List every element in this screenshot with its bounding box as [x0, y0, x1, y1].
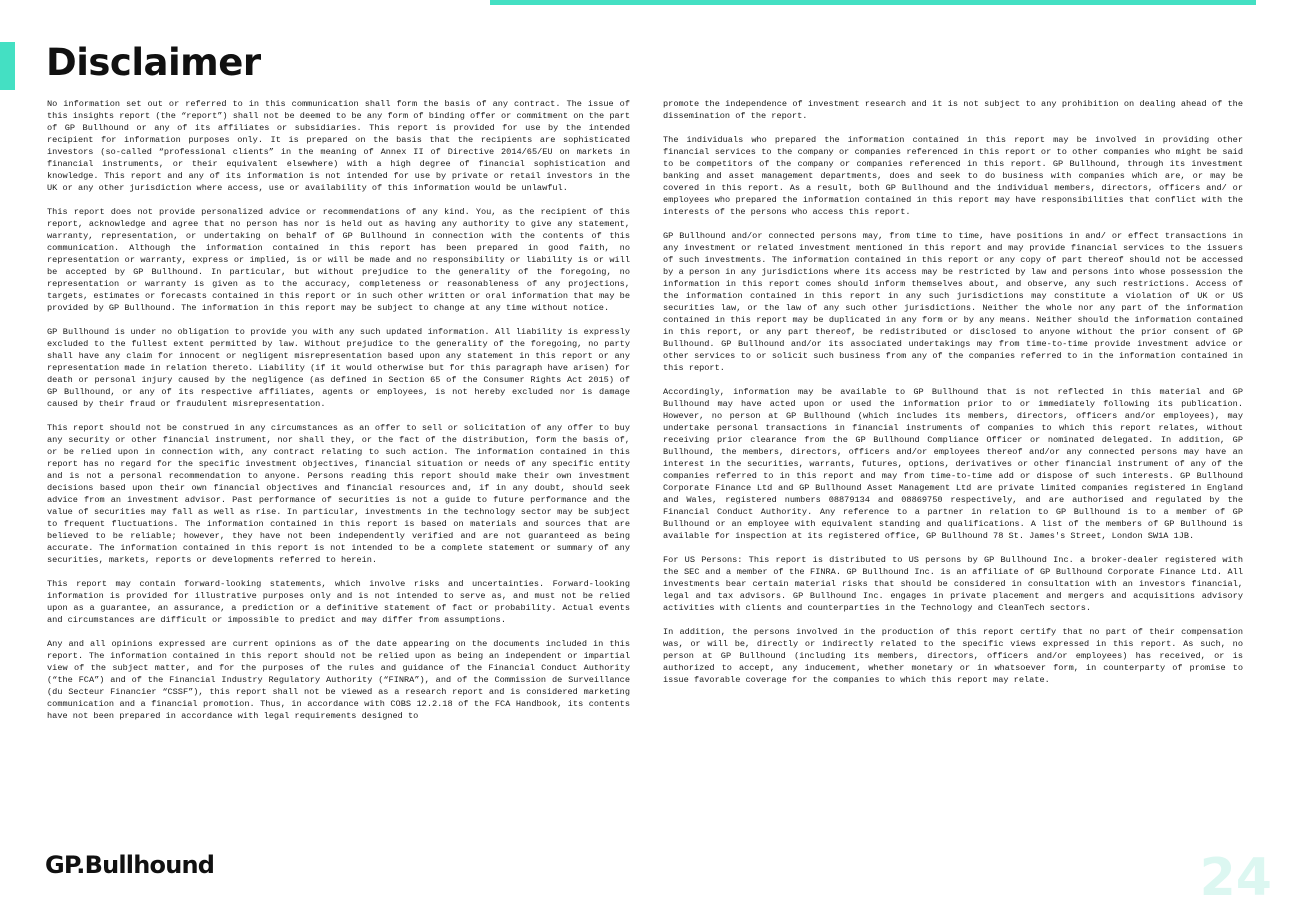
company-logo: GP.Bullhound	[45, 851, 215, 879]
disclaimer-column-left	[47, 98, 630, 734]
paragraph: This report should not be construed in any circumstances as an offer to sell or solicitation of any offer to buy any security or other financial instrument, nor shall they, or the fact of the distribution, form the basis of, or be relied upon in connection with, any contract relating to such action. The information contained in this report has no regard for the specific investment objectives, financial situation or needs of any specific entity and is not a personal recommendation to anyone. Persons reading this report should make their own investment decisions based upon their own financial objectives and financial resources and, if in any doubt, should seek advice from an investment advisor. Past performance of securities is not a guide to future performance and the value of securities may fall as well as rise. In particular, investments in the technology sector may be subject to frequent fluctuations. The information contained in this report is based on materials and sources that are believed to be reliable; however, they have not been independently verified and are not guaranteed as being accurate. The information contained in this report is not intended to be a complete statement or summary of any securities, markets, reports or developments referred to herein.	[47, 423, 630, 565]
disclaimer-column-right	[663, 98, 1243, 698]
paragraph: GP Bullhound is under no obligation to provide you with any such updated information. All liability is expressly excluded to the fullest extent permitted by law. Without prejudice to the generality of the foregoing, no party shall have any claim for innocent or negligent misrepresentation based upon any statement in this report or any representation made in relation thereto. Liability (if it would otherwise but for this paragraph have arisen) for death or personal injury caused by the negligence (as defined in Section 65 of the Consumer Rights Act 2015) of GP Bullhound, or any of its respective affiliates, agents or employees, is not hereby excluded nor is damage caused by their fraud or fraudulent misrepresentation.	[47, 327, 630, 409]
paragraph: In addition, the persons involved in the production of this report certify that no part of their compensation was, or will be, directly or indirectly related to the specific views expressed in this report. As such, no person at GP Bullhound (including its members, directors, officers and/or employees) has received, or is authorized to accept, any inducement, whether monetary or in whatsoever form, in counterparty of promise to issue favorable coverage for the companies to which this report may relate.	[663, 627, 1243, 685]
paragraph: GP Bullhound and/or connected persons may, from time to time, have positions in and/ or effect transactions in any investment or related investment mentioned in this report and may provide financial services to the issuers of such investments. The information contained in this report or any copy of part thereof should not be accessed by a person in any jurisdictions where its access may be restricted by law and persons into whose possession the information in this report comes should inform themselves about, and observe, any such restrictions. Access of the information contained in this report in any such jurisdictions may constitute a violation of UK or US securities law, or the law of any such other jurisdictions. Neither the whole nor any part of the information contained in this report may be duplicated in any form or by any means. Neither should the information contained in this report, or any part thereof, be redistributed or disclosed to anyone without the prior consent of GP Bullhound. GP Bullhound and/or its associated undertakings may from time-to-time provide investment advice or other services to or solicit such business from any of the companies referred to in the information contained in this report.	[663, 231, 1243, 373]
top-accent-bar	[490, 0, 1256, 5]
paragraph: promote the independence of investment research and it is not subject to any prohibition on dealing ahead of the dissemination of the report.	[663, 99, 1243, 121]
paragraph: Any and all opinions expressed are current opinions as of the date appearing on the documents included in this report. The information contained in this report should not be relied upon as being an independent or impartial view of the subject matter, and for the purposes of the rules and guidance of the Financial Conduct Authority (“the FCA”) and of the Financial Industry Regulatory Authority (“FINRA”), and of the Commission de Surveillance (du Secteur Financier “CSSF”), this report shall not be viewed as a research report and is considered marketing communication and a financial promotion. Thus, in accordance with COBS 12.2.18 of the FCA Handbook, its contents have not been prepared in accordance with legal requirements designed to	[47, 639, 630, 721]
paragraph: For US Persons: This report is distributed to US persons by GP Bullhound Inc. a broker-dealer registered with the SEC and a member of the FINRA. GP Bullhound Inc. is an affiliate of GP Bullhound Corporate Finance Ltd. All investments bear certain material risks that should be considered in consultation with an investors financial, legal and tax advisors. GP Bullhound Inc. engages in private placement and mergers and acquisitions advisory activities with clients and counterparties in the Technology and CleanTech sectors.	[663, 555, 1243, 613]
paragraph: This report may contain forward-looking statements, which involve risks and uncertainties. Forward-looking information is provided for illustrative purposes only and is not intended to serve as, and must not be relied upon as a guarantee, an assurance, a prediction or a definitive statement of fact or probability. Actual events and circumstances are difficult or impossible to predict and may differ from assumptions.	[47, 579, 630, 625]
paragraph: Accordingly, information may be available to GP Bullhound that is not reflected in this material and GP Bullhound may have acted upon or used the information prior to or immediately following its publication. However, no person at GP Bullhound (which includes its members, directors, officers and/or employees), may undertake personal transactions in financial instruments of companies to which this report relates, without receiving prior clearance from the GP Bullhound Compliance Officer or nominated delegated. In addition, GP Bullhound, the members, directors, officers and/or employees thereof and/or any connected persons may have an interest in the securities, warrants, futures, options, derivatives or other financial instrument of any of the companies referred to in this report and may from time-to-time add or dispose of such interests. GP Bullhound Corporate Finance Ltd and GP Bullhound Asset Management Ltd are private limited companies registered in England and Wales, registered numbers 08879134 and 08869750 respectively, and are authorised and regulated by the Financial Conduct Authority. Any reference to a partner in relation to GP Bullhound is to a member of GP Bullhound or an employee with equivalent standing and qualifications. A list of the members of GP Bullhound is available for inspection at its registered office, GP Bullhound 78 St. James's Street, London SW1A 1JB.	[663, 387, 1243, 541]
paragraph: This report does not provide personalized advice or recommendations of any kind. You, as the recipient of this report, acknowledge and agree that no person has nor is held out as having any authority to give any statement, warranty, representation, or undertaking on behalf of GP Bullhound in connection with the contents of this communication. Although the information contained in this report has been prepared in good faith, no representation or warranty, express or implied, is or will be made and no responsibility or liability is or will be accepted by GP Bullhound. In particular, but without prejudice to the generality of the foregoing, no representation or warranty is given as to the accuracy, completeness or reasonableness of any projections, targets, estimates or forecasts contained in this report or in such other written or oral information that may be provided by GP Bullhound. The information in this report may be subject to change at any time without notice.	[47, 207, 630, 313]
page-number: 24	[1199, 848, 1272, 908]
page-title: Disclaimer	[46, 41, 261, 84]
paragraph: No information set out or referred to in this communication shall form the basis of any contract. The issue of this insights report (the “report”) shall not be deemed to be any form of binding offer or commitment on the part of GP Bullhound or any of its affiliates or subsidiaries. This report is provided for use by the intended recipient for information purposes only. It is prepared on the basis that the recipients are sophisticated investors (so-called “professional clients” in the meaning of Annex II of Directive 2014/65/EU on markets in financial instruments, or their equivalent elsewhere) with a high degree of financial sophistication and knowledge. This report and any of its information is not intended for use by private or retail investors in the UK or any other jurisdiction where access, use or availability of this information would be unlawful.	[47, 99, 630, 193]
side-accent-mark	[0, 42, 15, 90]
paragraph: The individuals who prepared the information contained in this report may be involved in providing other financial services to the company or companies referenced in this report or to other companies who might be said to be competitors of the company or companies referenced in this report. GP Bullhound, through its investment banking and asset management departments, does and seek to do business with companies which are, or may be covered in this report. As a result, both GP Bullhound and the individual members, directors, officers and/ or employees who prepared the information contained in this report may have responsibilities that conflict with the interests of the persons who access this report.	[663, 135, 1243, 217]
